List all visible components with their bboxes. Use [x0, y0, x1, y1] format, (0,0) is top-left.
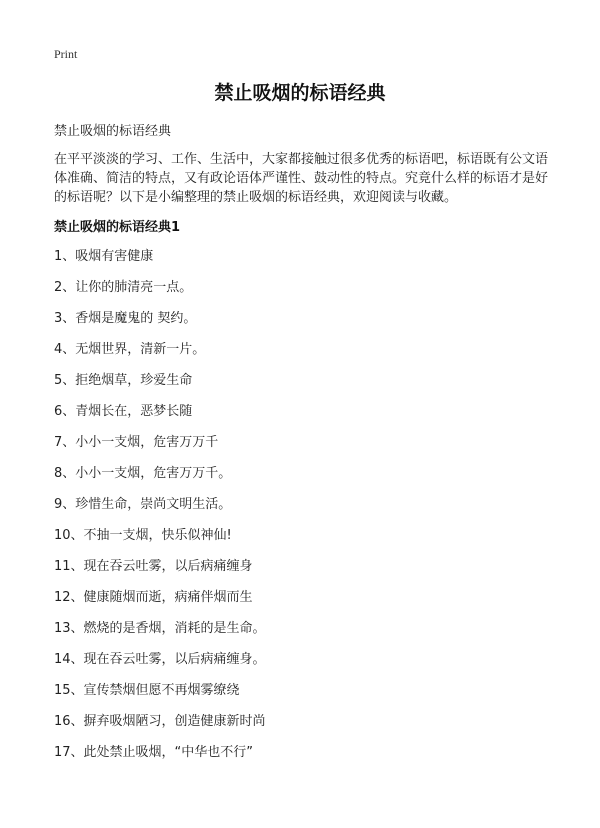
list-item: 12、健康随烟而逝，病痛伴烟而生	[54, 590, 253, 605]
print-link[interactable]: Print	[54, 47, 78, 61]
list-item: 15、宣传禁烟但愿不再烟雾缭绕	[54, 683, 240, 698]
list-item: 3、香烟是魔鬼的 契约。	[54, 311, 197, 326]
intro-paragraph: 在平平淡淡的学习、工作、生活中，大家都接触过很多优秀的标语吧，标语既有公文语体准确、简洁的特点，又有政论语体严谨性、鼓动性的特点。究竟什么样的标语才是好的标语呢？以下是小编整理的禁止吸烟的标语经典，欢迎阅读与收藏。	[54, 152, 549, 205]
list-item: 14、现在吞云吐雾，以后病痛缠身。	[54, 652, 266, 667]
list-item: 5、拒绝烟草，珍爱生命	[54, 373, 193, 388]
list-item: 4、无烟世界，清新一片。	[54, 342, 206, 357]
slogan-list	[54, 247, 266, 774]
list-item: 11、现在吞云吐雾，以后病痛缠身	[54, 559, 253, 574]
list-item: 10、不抽一支烟，快乐似神仙!	[54, 528, 232, 543]
list-item: 17、此处禁止吸烟，“中华也不行”	[54, 745, 254, 760]
section-heading: 禁止吸烟的标语经典1	[54, 220, 181, 235]
list-item: 6、青烟长在，恶梦长随	[54, 404, 193, 419]
list-item: 7、小小一支烟，危害万万千	[54, 435, 219, 450]
list-item: 8、小小一支烟，危害万万千。	[54, 466, 232, 481]
list-item: 2、让你的肺清亮一点。	[54, 280, 193, 295]
list-item: 13、燃烧的是香烟，消耗的是生命。	[54, 621, 266, 636]
page-title: 禁止吸烟的标语经典	[214, 82, 386, 104]
list-item: 9、珍惜生命，崇尚文明生活。	[54, 497, 232, 512]
list-item: 16、摒弃吸烟陋习，创造健康新时尚	[54, 714, 266, 729]
document-subtitle: 禁止吸烟的标语经典	[54, 124, 172, 139]
list-item: 1、吸烟有害健康	[54, 249, 154, 264]
